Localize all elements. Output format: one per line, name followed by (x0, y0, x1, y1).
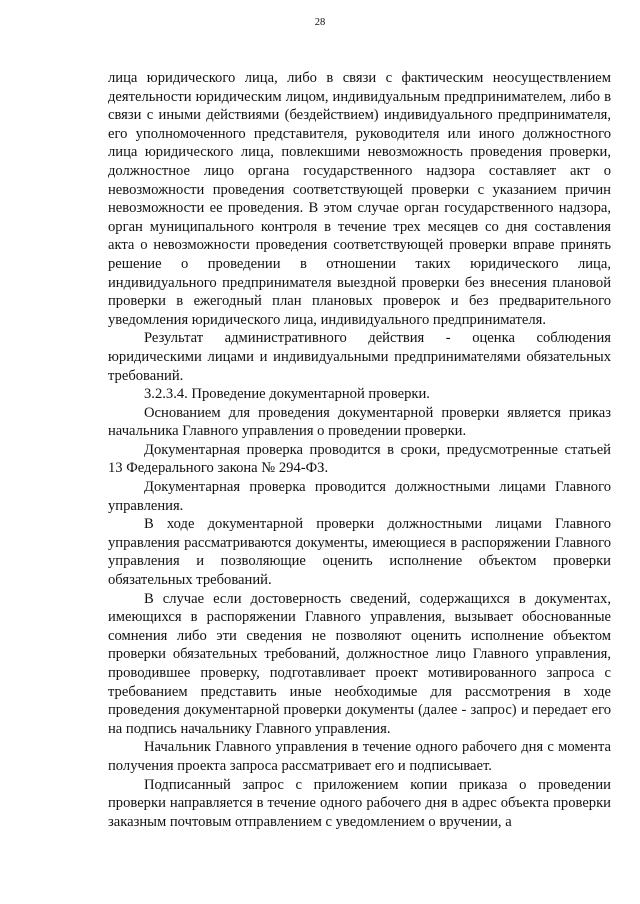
paragraph-doubts: В случае если достоверность сведений, содержащихся в документах, имеющихся в распоряжении Главного управления, вызывает обоснованные сомнения либо эти сведения не позволяют оценить исполнение объектом проверки обязательных требований, должностное лицо Главного управления, проводившее проверку, подготавливает проект мотивированного запроса с требованием представить иные необходимые для рассмотрения в ходе проведения документарной проверки документы (далее - запрос) и передает его на подпись начальнику Главного управления. (108, 590, 611, 737)
paragraph-result: Результат административного действия - оценка соблюдения юридическими лицами и индивидуальными предпринимателями обязательных требований. (108, 330, 611, 384)
body-text (108, 69, 611, 831)
section-heading: 3.2.3.4. Проведение документарной проверки. (144, 386, 430, 403)
paragraph-basis: Основанием для проведения документарной проверки является приказ начальника Главного управления о проведении проверки. (108, 404, 611, 440)
page-number: 28 (314, 17, 326, 28)
paragraph-signing: Начальник Главного управления в течение одного рабочего дня с момента получения проекта запроса рассматривает его и подписывает. (108, 739, 611, 774)
paragraph-review: В ходе документарной проверки должностными лицами Главного управления рассматриваются документы, имеющиеся в распоряжении Главного управления и позволяющие оценить исполнение объектом проверки обязательных требований. (108, 516, 611, 589)
paragraph-continuation: лица юридического лица, либо в связи с фактическим неосуществлением деятельности юридическим лицом, индивидуальным предпринимателем, либо в связи с иными действиями (бездействием) индивидуального предпринимателя, его уполномоченного представителя, руководителя или иного должностного лица юридического лица, повлекшими невозможность проведения проверки, должностное лицо органа государственного надзора составляет акт о невозможности проведения соответствующей проверки с указанием причин невозможности ее проведения. В этом случае орган государственного надзора, орган муниципального контроля в течение трех месяцев со дня составления акта о невозможности проведения соответствующей проверки вправе принять решение о проведении в отношении таких юридического лица, индивидуального предпринимателя выездной проверки без внесения плановой проверки в ежегодный план плановых проверок и без предварительного уведомления юридического лица, индивидуального предпринимателя. (108, 70, 611, 328)
paragraph-officials: Документарная проверка проводится должностными лицами Главного управления. (108, 479, 611, 514)
paragraph-terms: Документарная проверка проводится в сроки, предусмотренные статьей 13 Федерального закона № 294-ФЗ. (108, 441, 611, 477)
paragraph-sending: Подписанный запрос с приложением копии приказа о проведении проверки направляется в течение одного рабочего дня в адрес объекта проверки заказным почтовым отправлением с уведомлением о вручении, а (108, 776, 611, 830)
